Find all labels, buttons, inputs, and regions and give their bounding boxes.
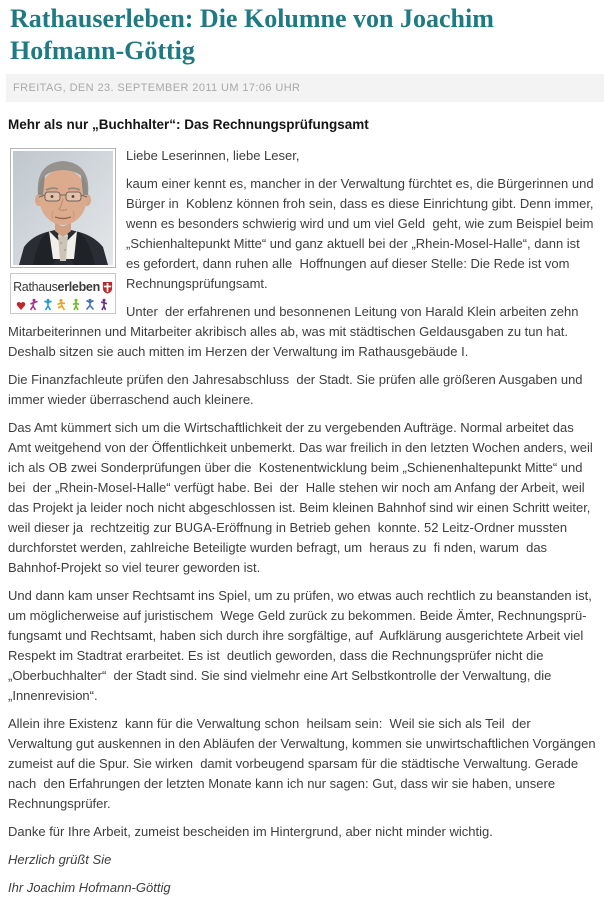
article-paragraph: kaum einer kennt es, mancher in der Verwaltung fürchtet es, die Bürgerinnen und Bürger in Koblenz können froh sein, dass es diese Einrichtung gibt. Denn immer, wenn es besonders schwierig wird und um viel Geld geht, wie zum Beispiel beim „Schienhaltepunkt Mitte“ und ganz aktuell bei der „Rhein-Mosel-Halle“, dann ist es gefordert, dann ruhen alle Hoffnungen auf dieser Stelle: Die Rede ist vom Rechnungsprüfungsamt.: [126, 176, 598, 292]
logo-wordmark: [13, 277, 100, 297]
article-paragraph-thanks: Danke für Ihre Arbeit, zumeist bescheiden im Hintergrund, aber nicht minder wichtig.: [8, 824, 493, 840]
page-title: Rathauserleben: Die Kolumne von Joachim Hofmann-Göttig: [10, 4, 494, 65]
logo-word-regular: Rathaus: [13, 280, 58, 295]
closing-signature: Ihr Joachim Hofmann-Göttig: [8, 880, 171, 896]
article-body: [8, 146, 601, 898]
article-paragraph-salutation: Liebe Leserinnen, liebe Leser,: [126, 148, 300, 164]
publish-date-bar: [6, 74, 604, 102]
portrait-photo-frame: [10, 148, 116, 268]
article-paragraph: Unter der erfahrenen und besonnenen Leitung von Harald Klein arbeiten zehn Mitarbeiterinnen und Mitarbeiter akribisch alles ab, was mit städtischen Geldausgaben zu tun hat. Deshalb sitzen sie auch mitten im Herzen der Verwaltung im Rathausgebäude I.: [8, 304, 583, 360]
rathauserleben-logo: [10, 273, 116, 314]
logo-wordmark-row: [13, 277, 113, 297]
publish-date-text: FREITAG, DEN 23. SEPTEMBER 2011 UM 17:06 UHR: [13, 82, 301, 95]
dancing-figures-icons: [15, 298, 111, 311]
logo-figures-row: [13, 298, 113, 311]
article-paragraph: Das Amt kümmert sich um die Wirtschaftlichkeit der zu vergebenden Aufträge. Normal arbeitet das Amt weitgehend von der Öffentlichkeit unbemerkt. Das war freilich in den letzten Wochen anders, weil ich als OB zwei Sonderprüfungen über die Kostenentwicklung beim „Schienenhaltepunkt Mitte“ und bei der „Rhein-Mosel-Halle“ verfügt habe. Bei der Halle stehen wir noch am Anfang der Arbeit, weil das Projekt ja leider noch nicht abgeschlossen ist. Beim kleinen Bahnhof sind wir einen Schritt weiter, weil dieser ja rechtzeitig zur BUGA-Eröffnung in Betrieb gehen konnte. 52 Leitz-Ordner mussten durchforstet werden, zahlreiche Beteiligte wurden befragt, um heraus zu fi nden, warum das Bahnhof-Projekt so viel teurer geworden ist.: [8, 420, 601, 576]
article-paragraph: Allein ihre Existenz kann für die Verwaltung schon heilsam sein: Weil sie sich als Teil der Verwaltung gut auskennen in den Abläufen der Verwaltung, kommen sie unwirtschaftlichen Vorgängen zumeist auf die Spur. Sie wirken damit vorbeugend sparsam für die städtische Verwaltung. Gerade nach den Erfahrungen der letzten Monate kann ich nur sagen: Gut, dass wir sie haben, unsere Rechnungsprüfer.: [8, 716, 600, 812]
article-paragraph: Die Finanzfachleute prüfen den Jahresabschluss der Stadt. Sie prüfen alle größeren Ausgaben und immer wieder überraschend auch kleinere.: [8, 372, 587, 408]
portrait-photo: [13, 151, 113, 265]
closing-greeting: Herzlich grüßt Sie: [8, 852, 112, 868]
article-paragraph: Und dann kam unser Rechtsamt ins Spiel, um zu prüfen, wo etwas auch rechtlich zu beanstanden ist, um möglicherweise auf juristischem Wege Geld zurück zu bekommen. Beide Ämter, Rechnungsprü-fungsamt und Rechtsamt, haben sich durch ihre sorgfältige, auf Aufklärung ausgerichtete Arbeit viel Respekt im Stadtrat erarbeitet. Es ist deutlich geworden, dass die Rechnungsprüfer nicht die „Oberbuchhalter“ der Stadt sind. Sie sind vielmehr eine Art Selbstkontrolle der Verwaltung, die „Innenrevision“.: [8, 588, 596, 704]
koblenz-shield-icon: [102, 281, 113, 294]
article-subheading: Mehr als nur „Buchhalter“: Das Rechnungsprüfungsamt: [8, 117, 369, 133]
logo-word-bold: erleben: [57, 280, 100, 295]
author-figure: [10, 148, 116, 314]
